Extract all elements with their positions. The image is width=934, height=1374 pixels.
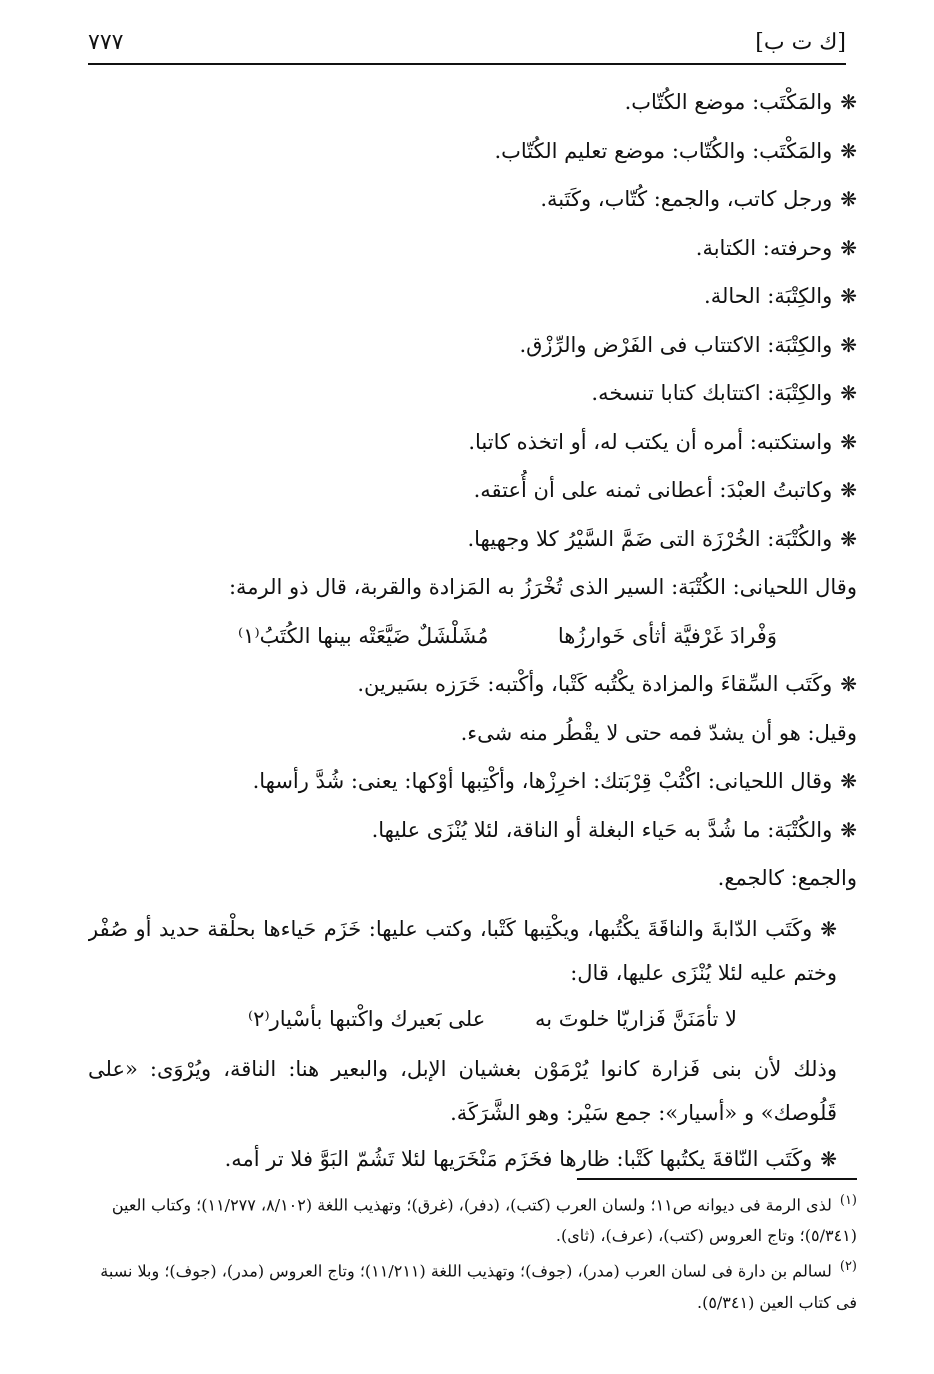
asterisk-icon: ❋ xyxy=(840,138,857,163)
text-line: ❋والمَكْتَب: موضع الكُتّاب. xyxy=(624,90,857,114)
asterisk-icon: ❋ xyxy=(840,90,857,114)
asterisk-icon: ❋ xyxy=(820,916,837,941)
text-paragraph: وذلك لأن بنى فَزارة كانوا يُرْمَوْن بغشيان الإبل، والبعير هنا: الناقة، ويُرْوَى: «على قَلُوصك» و «أسيار»: جمع سَيْر: وهو الشَّرَكَة. xyxy=(88,1057,837,1125)
asterisk-icon: ❋ xyxy=(840,187,857,211)
page-number: ٧٧٧ xyxy=(88,30,124,55)
text-line: ❋والكِتْبَة: الاكتتاب فى الفَرْض والرِّزْق. xyxy=(519,332,857,357)
text-line: وقال اللحيانى: الكُتْبَة: السير الذى تُخْرَزُ به المَزادة والقربة، قال ذو الرمة: xyxy=(228,575,857,599)
text-line: ❋ورجل كاتب، والجمع: كُتّاب، وكَتَبة. xyxy=(540,187,857,211)
text-line: ❋وكَتَب السِّقاءَ والمزادة يكْتُبه كَتْبا، وأكْتبه: خَرَزه بسَيرين. xyxy=(357,672,857,696)
entry-body xyxy=(88,82,857,1188)
verse-hemistich-second: على بَعيرك واكْتبها بأسْيار⁽٢⁾ xyxy=(248,1006,486,1031)
text-line: ❋وكَتَب النّاقةَ يكتُبها كَتْبا: ظارها فخَزَم مَنْخَرَيها لئلا تَشُمّ البَوَّ فلا تر أمه. xyxy=(224,1147,837,1171)
asterisk-icon: ❋ xyxy=(840,817,857,842)
footnote-rule xyxy=(577,1178,857,1180)
asterisk-icon: ❋ xyxy=(840,381,857,405)
text-line: ❋وحرفته: الكتابة. xyxy=(695,235,857,260)
asterisk-icon: ❋ xyxy=(840,526,857,551)
verse-hemistich-second: مُشَلْشَلٌ ضَيَّعَتْه بينها الكُتَبُ⁽١⁾ xyxy=(238,623,489,648)
text-line: ❋والكُتْبَة: الخُرْزَة التى ضَمَّ السَّيْرُ كلا وجهيها. xyxy=(467,526,857,551)
root-heading: [ك ت ب] xyxy=(755,30,846,55)
page-header xyxy=(88,22,846,62)
asterisk-icon: ❋ xyxy=(840,478,857,502)
text-line: والجمع: كالجمع. xyxy=(717,866,857,890)
footnote-number: (١) xyxy=(839,1193,857,1208)
text-paragraph: ❋وكَتَب الدّابةَ والناقَةَ يكْتُبها، ويكْتِبها كَتْبا، وكتب عليها: خَزَم حَياءها بحلْقة حديد أو صُفْر وختم عليه لئلا يُنْزَى عليها، قال: xyxy=(88,916,837,985)
text-line: ❋والكِتْبَة: اكتتابك كتابا تنسخه. xyxy=(591,381,857,405)
asterisk-icon: ❋ xyxy=(840,769,857,793)
text-line: وقيل: هو أن يشدّ فمه حتى لا يقْطُر منه شىء. xyxy=(460,720,857,745)
asterisk-icon: ❋ xyxy=(820,1147,837,1171)
verse-hemistich-first: لا تأمَنَنَّ فَزاريّا خلوتَ به xyxy=(535,1006,737,1031)
header-rule xyxy=(88,63,846,65)
text-line: ❋وقال اللحيانى: اكْتُبْ قِرْبَتك: اخرِزْها، وأكْتِبها أوْكها: يعنى: شُدَّ رأسها. xyxy=(252,769,857,793)
footnote-1 xyxy=(88,1185,857,1251)
asterisk-icon: ❋ xyxy=(840,332,857,357)
verse-hemistich-first: وَفْرادَ غَرْفيَّة أثأى خَوارزُها xyxy=(557,623,777,648)
text-line: ❋واستكتبه: أمره أن يكتب له، أو اتخذه كاتبا. xyxy=(468,429,857,454)
asterisk-icon: ❋ xyxy=(840,672,857,696)
text-line: ❋وكاتبتُ العبْدَ: أعطانى ثمنه على أن أُعتقه. xyxy=(473,478,857,502)
verse-line xyxy=(88,616,857,665)
text-line: ❋والكِتْبَة: الحالة. xyxy=(704,284,857,308)
footnote-2 xyxy=(88,1251,857,1317)
text-line: ❋والكُتْبَة: ما شُدَّ به حَياء البغلة أو الناقة، لئلا يُنْزَى عليها. xyxy=(371,817,857,842)
asterisk-icon: ❋ xyxy=(840,429,857,454)
asterisk-icon: ❋ xyxy=(840,235,857,260)
footnote-text: لذى الرمة فى ديوانه ص١١؛ ولسان العرب (كتب)، (دفر)، (غرق)؛ وتهذيب اللغة (٨/١٠٢، ١١/٢٧٧)؛ وكتاب العين (٥/٣٤١)؛ وتاج العروس (كتب)، (عرف)، (ثاى). xyxy=(111,1195,857,1246)
asterisk-icon: ❋ xyxy=(840,284,857,308)
verse-line xyxy=(88,999,857,1048)
footnote-text: لسالم بن دارة فى لسان العرب (مدر)، (جوف)؛ وتهذيب اللغة (١١/٢١١)؛ وتاج العروس (مدر)، (جوف)؛ وبلا نسبة فى كتاب العين (٥/٣٤١). xyxy=(100,1261,857,1312)
footnote-number: (٢) xyxy=(839,1259,857,1275)
footnotes xyxy=(88,1185,857,1318)
text-line: ❋والمَكْتَب: والكُتّاب: موضع تعليم الكُتّاب. xyxy=(494,138,857,163)
